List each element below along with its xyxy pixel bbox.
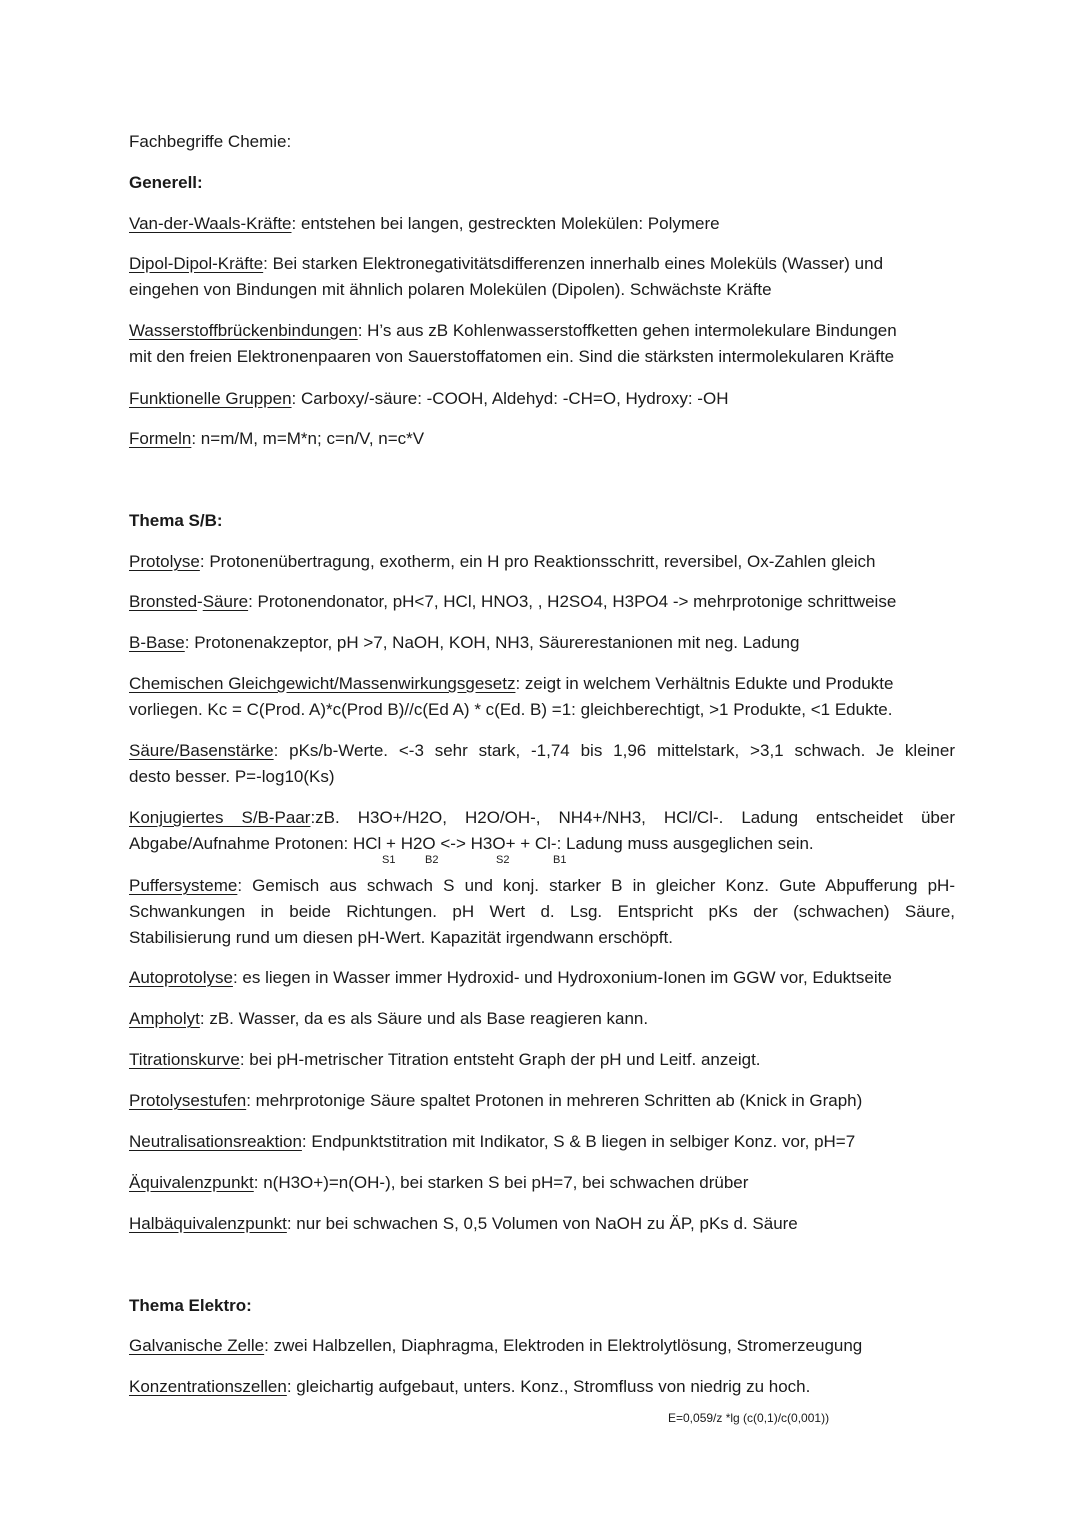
definition: : n=m/M, m=M*n; c=n/V, n=c*V <box>191 429 425 448</box>
term: Neutralisationsreaktion <box>129 1132 302 1151</box>
term: Formeln <box>129 429 192 448</box>
term: Funktionelle Gruppen <box>129 389 292 408</box>
entry-funktionelle-gruppen <box>129 389 955 409</box>
definition: : Protonenakzeptor, pH >7, NaOH, KOH, NH3, Säurerestanionen mit neg. Ladung <box>184 633 800 652</box>
document-title: Fachbegriffe Chemie: <box>129 132 292 151</box>
entry-saeure-basenstaerke <box>129 741 955 761</box>
definition-continued: Stabilisierung rund um diesen pH-Wert. Kapazität irgendwann erschöpft. <box>129 928 673 947</box>
definition: : Carboxy/-säure: -COOH, Aldehyd: -CH=O, Hydroxy: -OH <box>291 389 729 408</box>
entry-neutralisationsreaktion <box>129 1132 955 1152</box>
entry-formeln <box>129 429 955 449</box>
term: Säure <box>202 592 249 611</box>
term: Galvanische Zelle <box>129 1336 265 1355</box>
term: Van-der-Waals-Kräfte <box>129 214 292 233</box>
definition: : entstehen bei langen, gestreckten Molekülen: Polymere <box>291 214 720 233</box>
entry-autoprotolyse <box>129 968 955 988</box>
term: Halbäquivalenzpunkt <box>129 1214 287 1233</box>
section-heading-sb: Thema S/B: <box>129 511 223 530</box>
term: Dipol-Dipol-Kräfte <box>129 254 264 273</box>
subscript-label: S1 <box>382 854 396 866</box>
term: Äquivalenzpunkt <box>129 1173 254 1192</box>
definition: : mehrprotonige Säure spaltet Protonen in mehreren Schritten ab (Knick in Graph) <box>246 1091 863 1110</box>
entry-b-base <box>129 633 955 653</box>
definition: : zwei Halbzellen, Diaphragma, Elektroden in Elektrolytlösung, Stromerzeugung <box>264 1336 863 1355</box>
definition-continued: mit den freien Elektronenpaaren von Sauerstoffatomen ein. Sind die stärksten intermolekularen Kräfte <box>129 347 895 366</box>
definition: : zeigt in welchem Verhältnis Edukte und Produkte <box>515 674 894 693</box>
entry-protolysestufen <box>129 1091 955 1111</box>
term: Säure/Basenstärke <box>129 741 274 760</box>
term: Konzentrationszellen <box>129 1377 287 1396</box>
term: Protolyse <box>129 552 200 571</box>
entry-titrationskurve <box>129 1050 955 1070</box>
definition: : bei pH-metrischer Titration entsteht Graph der pH und Leitf. anzeigt. <box>239 1050 761 1069</box>
subscript-label: S2 <box>496 854 510 866</box>
definition: : n(H3O+)=n(OH-), bei starken S bei pH=7, bei schwachen drüber <box>253 1173 749 1192</box>
definition: : es liegen in Wasser immer Hydroxid- und Hydroxonium-Ionen im GGW vor, Eduktseite <box>232 968 892 987</box>
entry-galvanische-zelle <box>129 1336 955 1356</box>
term: Bronsted <box>129 592 198 611</box>
term: Ampholyt <box>129 1009 200 1028</box>
definition: :zB. H3O+/H2O, H2O/OH-, NH4+/NH3, HCl/Cl-. Ladung entscheidet über <box>310 808 955 827</box>
entry-konzentrationszellen <box>129 1377 955 1397</box>
definition: : pKs/b-Werte. <-3 sehr stark, -1,74 bis 1,96 mittelstark, >3,1 schwach. Je kleiner <box>273 741 955 760</box>
term: Autoprotolyse <box>129 968 233 987</box>
term: Wasserstoffbrückenbindungen <box>129 321 358 340</box>
definition-continued: vorliegen. Kc = C(Prod. A)*c(Prod B)//c(Ed A) * c(Ed. B) =1: gleichberechtigt, >1 Produkte, <1 Edukte. <box>129 700 893 719</box>
entry-konjugiertes-paar <box>129 808 955 828</box>
definition: : Bei starken Elektronegativitätsdifferenzen innerhalb eines Moleküls (Wasser) und <box>263 254 884 273</box>
definition: : H’s aus zB Kohlenwasserstoffketten gehen intermolekulare Bindungen <box>357 321 897 340</box>
definition: : Endpunktstitration mit Indikator, S & B liegen in selbiger Konz. vor, pH=7 <box>301 1132 856 1151</box>
definition: : gleichartig aufgebaut, unters. Konz., Stromfluss von niedrig zu hoch. <box>286 1377 811 1396</box>
entry-bronsted-saeure: Bronsted-Säure: Protonendonator, pH<7, HCl, HNO3, , H2SO4, H3PO4 -> mehrprotonige schrittweise <box>129 592 897 611</box>
entry-dipol-dipol <box>129 254 955 274</box>
entry-protolyse <box>129 552 955 572</box>
term: Chemischen Gleichgewicht/Massenwirkungsgesetz <box>129 674 516 693</box>
entry-puffersysteme <box>129 876 955 896</box>
definition: : Protonenübertragung, exotherm, ein H pro Reaktionsschritt, reversibel, Ox-Zahlen gleich <box>199 552 876 571</box>
definition-continued: desto besser. P=-log10(Ks) <box>129 767 335 786</box>
entry-wasserstoffbrueckenbindungen <box>129 321 955 341</box>
entry-aequivalenzpunkt <box>129 1173 955 1193</box>
entry-ampholyt <box>129 1009 955 1029</box>
subscript-label: B2 <box>425 854 439 866</box>
subscript-label: B1 <box>553 854 567 866</box>
term: Protolysestufen <box>129 1091 247 1110</box>
definition: : Gemisch aus schwach S und konj. starker B in gleicher Konz. Gute Abpufferung pH- <box>237 876 955 895</box>
entry-halbaequivalenzpunkt <box>129 1214 955 1234</box>
nernst-formula: E=0,059/z *lg (c(0,1)/c(0,001)) <box>668 1411 830 1425</box>
section-heading-elektro: Thema Elektro: <box>129 1296 252 1315</box>
entry-van-der-waals <box>129 214 955 234</box>
definition-continued: eingehen von Bindungen mit ähnlich polaren Molekülen (Dipolen). Schwächste Kräfte <box>129 280 772 299</box>
definition-continued: Abgabe/Aufnahme Protonen: HCl + H2O <-> H3O+ + Cl-: Ladung muss ausgeglichen sein. <box>129 834 814 853</box>
definition-continued: Schwankungen in beide Richtungen. pH Wert d. Lsg. Entspricht pKs der (schwachen) Säure, <box>129 902 955 921</box>
entry-gleichgewicht <box>129 674 955 694</box>
term: Titrationskurve <box>129 1050 240 1069</box>
definition: : nur bei schwachen S, 0,5 Volumen von NaOH zu ÄP, pKs d. Säure <box>286 1214 798 1233</box>
term: Puffersysteme <box>129 876 238 895</box>
term: B-Base <box>129 633 185 652</box>
definition: : zB. Wasser, da es als Säure und als Base reagieren kann. <box>199 1009 649 1028</box>
term: Konjugiertes S/B-Paar <box>129 808 311 827</box>
definition: : Protonendonator, pH<7, HCl, HNO3, , H2SO4, H3PO4 -> mehrprotonige schrittweise <box>248 592 897 611</box>
section-heading-generell: Generell: <box>129 173 203 192</box>
